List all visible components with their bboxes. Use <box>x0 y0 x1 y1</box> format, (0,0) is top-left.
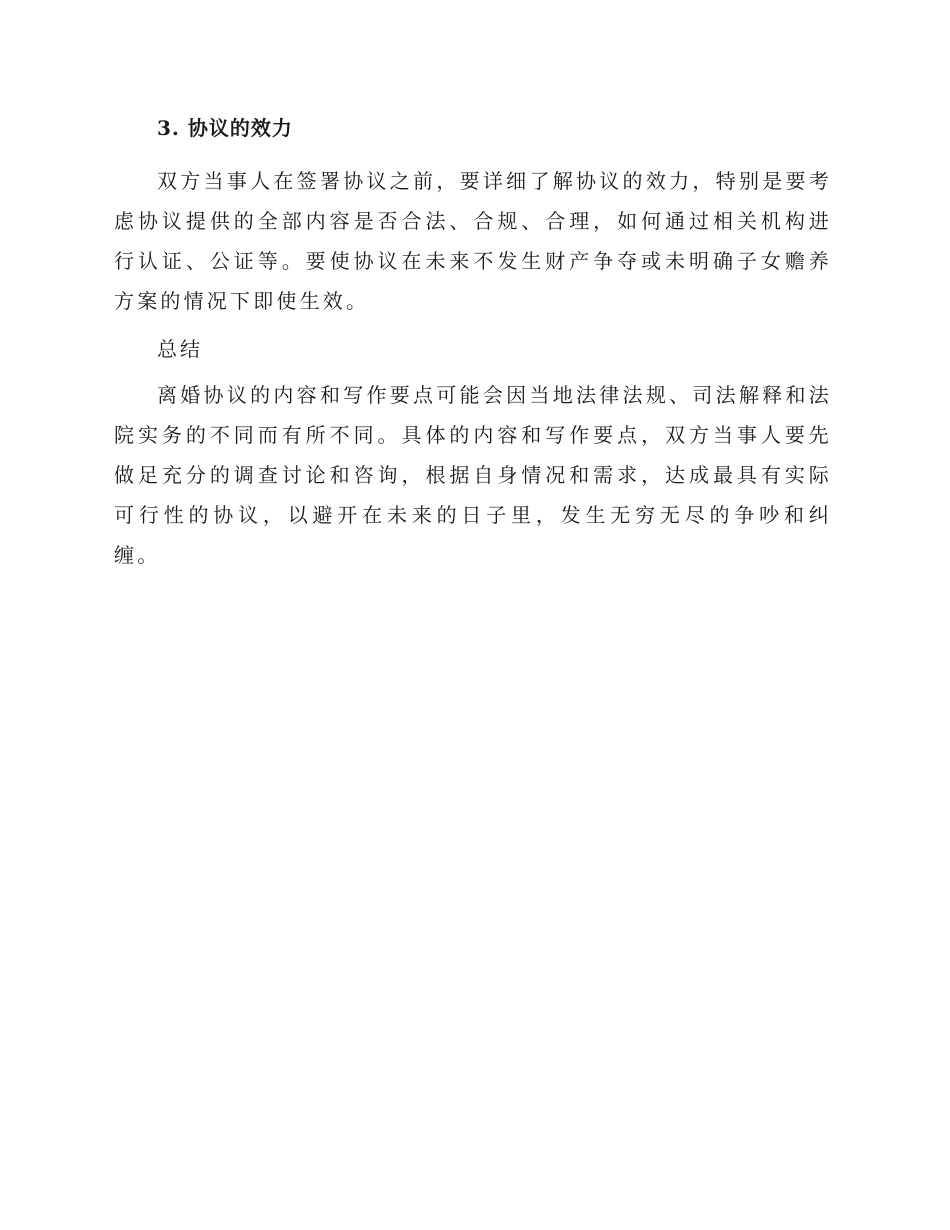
summary-label: 总结 <box>157 337 203 361</box>
document-body <box>114 108 832 583</box>
summary-paragraph: 离婚协议的内容和写作要点可能会因当地法律法规、司法解释和法院实务的不同而有所不同。具体的内容和写作要点，双方当事人要先做足充分的调查讨论和咨询，根据自身情况和需求，达成最具有实际可行性的协议，以避开在未来的日子里，发生无穷无尽的争吵和纠缠。 <box>114 383 832 567</box>
section-heading: 3. 协议的效力 <box>157 116 293 140</box>
section-paragraph: 双方当事人在签署协议之前，要详细了解协议的效力，特别是要考虑协议提供的全部内容是否合法、合规、合理，如何通过相关机构进行认证、公证等。要使协议在未来不发生财产争夺或未明确子女赡养方案的情况下即使生效。 <box>114 169 832 313</box>
